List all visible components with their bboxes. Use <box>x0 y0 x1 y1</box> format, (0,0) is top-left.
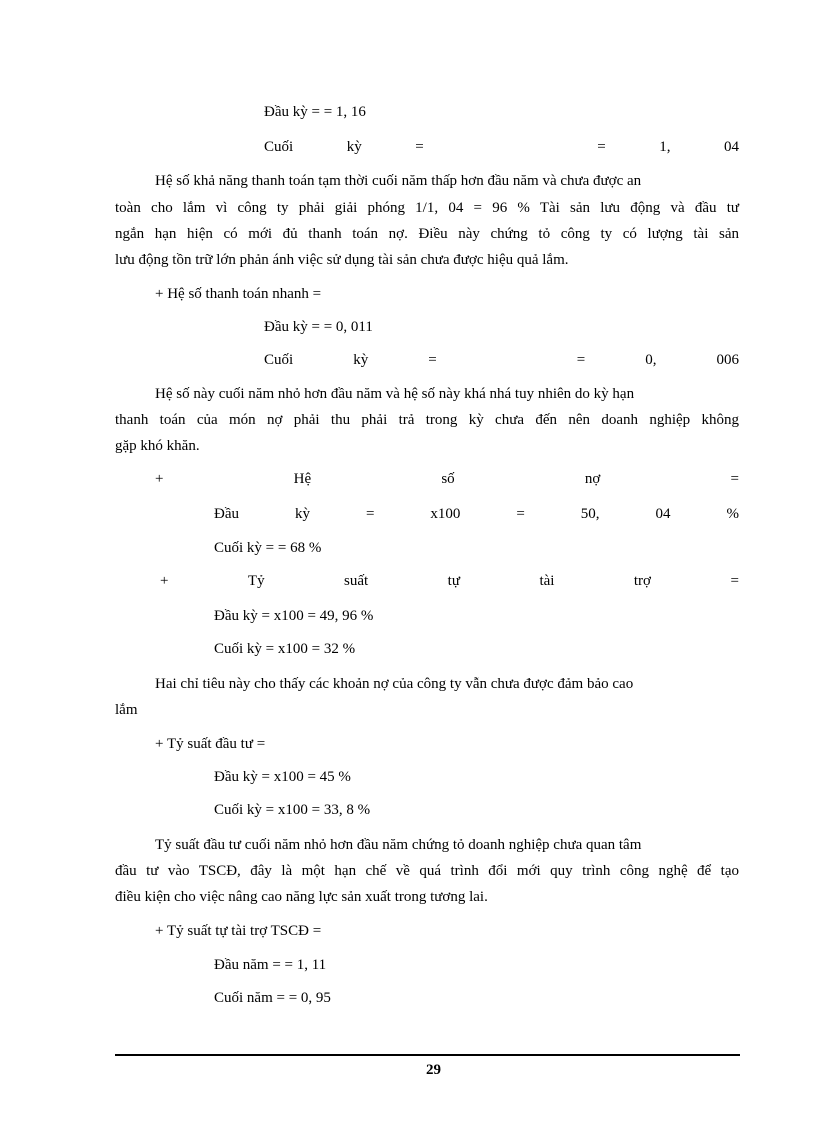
text-line: Đầu năm = = 1, 11 <box>214 957 327 973</box>
paragraph-line: ngắn hạn hiện có mới đủ thanh toán nợ. Điều này chứng tỏ công ty có lượng tài sản <box>115 226 739 242</box>
paragraph-line: điều kiện cho việc nâng cao năng lực sản xuất trong tương lai. <box>115 889 488 905</box>
word: 04 <box>655 506 671 522</box>
word: trợ <box>633 573 651 589</box>
word: + <box>155 471 164 487</box>
paragraph-line: lưu động tồn trữ lớn phản ánh việc sử dụng tài sản chưa được hiệu quả lắm. <box>115 252 569 268</box>
text-line: Cuối kỳ = x100 = 33, 8 % <box>214 802 371 818</box>
word: = <box>428 352 437 368</box>
word: 0, <box>645 352 657 368</box>
word: 04 <box>723 139 739 155</box>
section-heading <box>160 571 739 591</box>
text-line <box>264 350 739 370</box>
section-heading: + Hệ số thanh toán nhanh = <box>155 286 322 302</box>
paragraph-line: lắm <box>115 702 138 718</box>
text-line <box>264 137 739 157</box>
word: = <box>597 139 606 155</box>
word: tài <box>539 573 555 589</box>
paragraph-line: Hệ số này cuối năm nhỏ hơn đầu năm và hệ số này khá nhá tuy nhiên do kỳ hạn <box>155 386 635 402</box>
word: 006 <box>716 352 739 368</box>
word: = <box>415 139 424 155</box>
text-line: Cuối kỳ = x100 = 32 % <box>214 641 356 657</box>
word: tự <box>447 573 460 589</box>
word: nợ <box>584 471 601 487</box>
paragraph-line: Hai chỉ tiêu này cho thấy các khoản nợ của công ty vẫn chưa được đảm bảo cao <box>155 676 634 692</box>
word: = <box>730 573 739 589</box>
word: số <box>441 471 455 487</box>
word: + <box>160 573 169 589</box>
word: % <box>726 506 739 522</box>
paragraph-line: toàn cho lắm vì công ty phải giải phóng 1/1, 04 = 96 % Tài sản lưu động và đầu tư <box>115 200 739 216</box>
word: suất <box>344 573 369 589</box>
paragraph-line: Hệ số khả năng thanh toán tạm thời cuối năm thấp hơn đầu năm và chưa được an <box>155 173 642 189</box>
word: 50, <box>580 506 600 522</box>
word: Cuối <box>264 139 294 155</box>
text-line: Đầu kỳ = x100 = 45 % <box>214 769 351 785</box>
text-line: Cuối kỳ = = 68 % <box>214 540 322 556</box>
text-line: Đầu kỳ = = 0, 011 <box>264 319 373 335</box>
word: = <box>365 506 375 522</box>
word: kỳ <box>346 139 362 155</box>
word: kỳ <box>294 506 310 522</box>
page-number: 29 <box>426 1062 441 1078</box>
paragraph-line: Tỷ suất đầu tư cuối năm nhỏ hơn đầu năm chứng tỏ doanh nghiệp chưa quan tâm <box>155 837 642 853</box>
word: 1, <box>659 139 671 155</box>
footer-rule <box>115 1054 740 1056</box>
section-heading: + Tỷ suất tự tài trợ TSCĐ = <box>155 923 322 939</box>
paragraph-line: thanh toán của món nợ phải thu phải trả trong kỳ chưa đến nên doanh nghiệp không <box>115 412 739 428</box>
word: kỳ <box>353 352 369 368</box>
text-line: Đầu kỳ = = 1, 16 <box>264 104 366 120</box>
word: Đầu <box>214 506 239 522</box>
word: x100 <box>430 506 461 522</box>
paragraph-line: đầu tư vào TSCĐ, đây là một hạn chế về quá trình đổi mới quy trình công nghệ để tạo <box>115 863 739 879</box>
word: Hệ <box>293 471 312 487</box>
text-line: Cuối năm = = 0, 95 <box>214 990 331 1006</box>
paragraph-line: gặp khó khăn. <box>115 438 200 454</box>
word: Cuối <box>264 352 294 368</box>
word: = <box>576 352 586 368</box>
word: = <box>516 506 525 522</box>
text-line <box>214 504 739 524</box>
section-heading <box>155 469 739 489</box>
word: = <box>730 471 739 487</box>
text-line: Đầu kỳ = x100 = 49, 96 % <box>214 608 374 624</box>
word: Tỷ <box>247 573 265 589</box>
section-heading: + Tỷ suất đầu tư = <box>155 736 266 752</box>
